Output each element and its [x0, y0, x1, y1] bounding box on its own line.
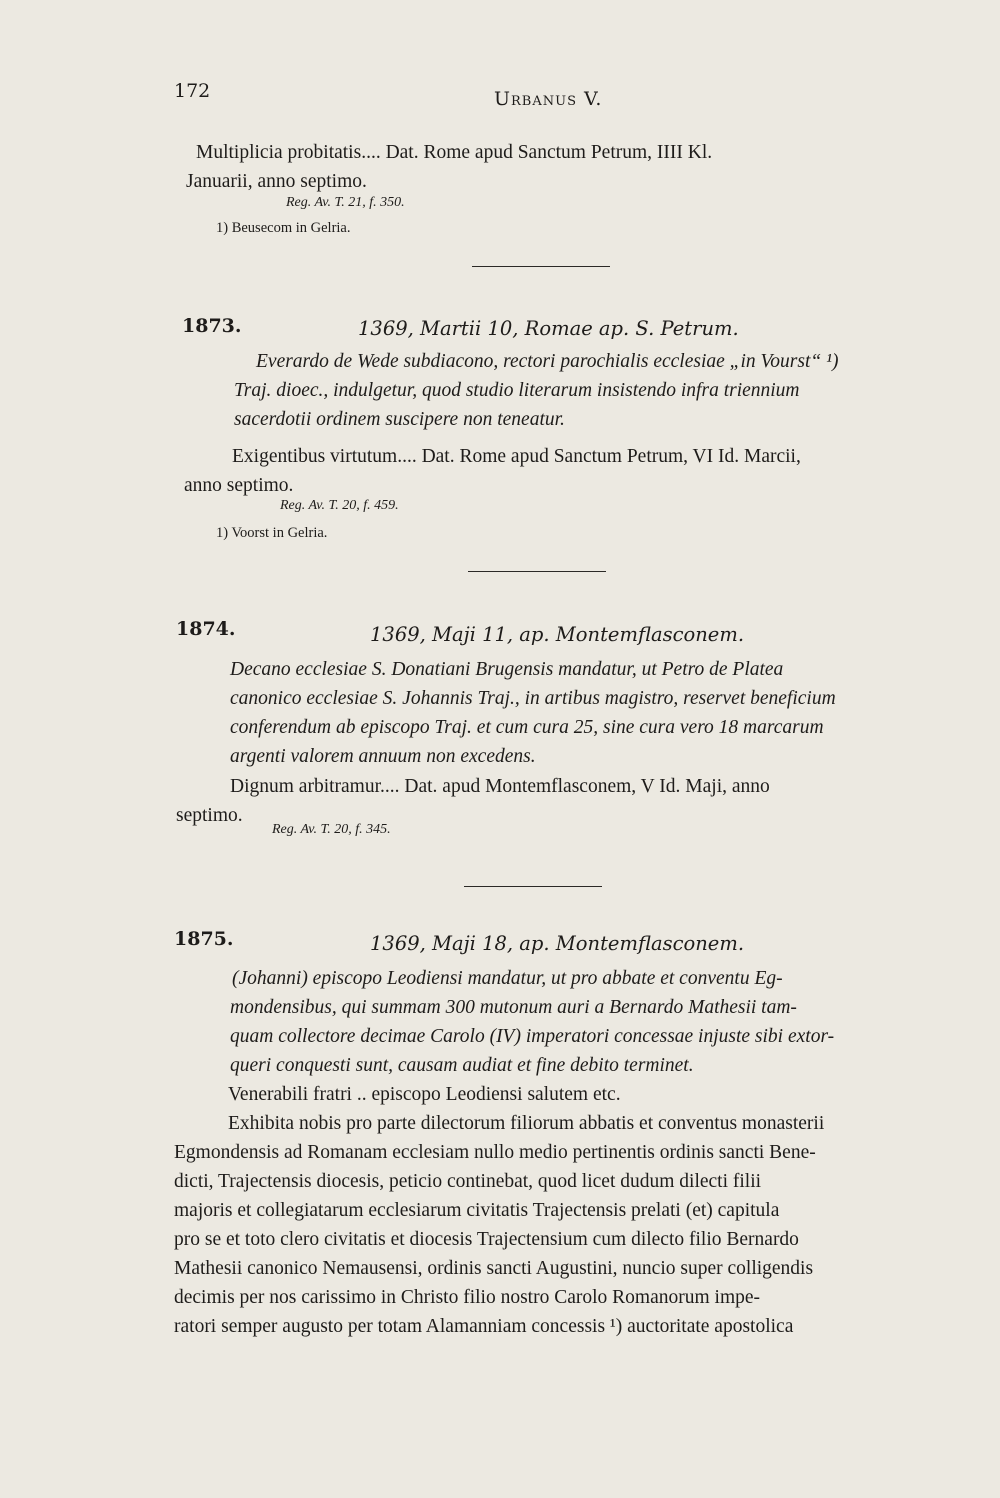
text-line: Egmondensis ad Romanam ecclesiam nullo medio pertinentis ordinis sancti Bene- [174, 1142, 816, 1163]
summary-line: Everardo de Wede subdiacono, rectori parochialis ecclesiae „in Vourst“ ¹) [256, 351, 839, 372]
text-line: Mathesii canonico Nemausensi, ordinis sancti Augustini, nuncio super colligendis [174, 1258, 814, 1279]
separator-rule [464, 886, 602, 887]
summary-line: argenti valorem annuum non excedens. [230, 746, 536, 767]
intro-line-1: Multiplicia probitatis.... Dat. Rome apud Sanctum Petrum, IIII Kl. [196, 142, 713, 163]
entry-summary [230, 964, 894, 1080]
separator-rule [472, 266, 610, 267]
summary-line: sacerdotii ordinem suscipere non teneatur. [234, 409, 565, 430]
intro-line-2: Januarii, anno septimo. [186, 171, 367, 192]
entry-register-ref: Reg. Av. T. 20, f. 459. [280, 498, 399, 513]
entry-footnote: 1) Voorst in Gelria. [216, 525, 328, 541]
summary-line: mondensibus, qui summam 300 mutonum auri a Bernardo Mathesii tam- [230, 997, 797, 1018]
text-line: anno septimo. [184, 475, 294, 496]
separator-rule [468, 571, 606, 572]
entry-heading: 1369, Maji 11, ap. Montemflasconem. [370, 623, 745, 646]
text-line: Exhibita nobis pro parte dilectorum filiorum abbatis et conventus monasterii [228, 1113, 825, 1134]
summary-line: quam collectore decimae Carolo (IV) imperatori concessae injuste sibi extor- [230, 1026, 835, 1047]
running-head: Urbanus V. [494, 88, 603, 110]
text-line: Dignum arbitramur.... Dat. apud Montemflasconem, V Id. Maji, anno [230, 776, 770, 797]
text-line: majoris et collegiatarum ecclesiarum civitatis Trajectensis prelati (et) capitula [174, 1200, 780, 1221]
entry-text [174, 1080, 894, 1341]
text-line: Exigentibus virtutum.... Dat. Rome apud Sanctum Petrum, VI Id. Marcii, [232, 446, 801, 467]
summary-line: Traj. dioec., indulgetur, quod studio literarum insistendo infra triennium [234, 380, 800, 401]
summary-line: conferendum ab episcopo Traj. et cum cura 25, sine cura vero 18 marcarum [230, 717, 824, 738]
entry-register-ref: Reg. Av. T. 20, f. 345. [272, 822, 391, 837]
summary-line: canonico ecclesiae S. Johannis Traj., in artibus magistro, reservet beneficium [230, 688, 836, 709]
text-line: septimo. [176, 805, 243, 826]
page-number: 172 [174, 80, 211, 102]
intro-register-ref: Reg. Av. T. 21, f. 350. [286, 195, 405, 210]
text-line: pro se et toto clero civitatis et diocesis Trajectensium cum dilecto filio Bernardo [174, 1229, 799, 1250]
intro-paragraph [186, 138, 904, 196]
summary-line: Decano ecclesiae S. Donatiani Brugensis mandatur, ut Petro de Platea [230, 659, 784, 680]
summary-line: queri conquesti sunt, causam audiat et fine debito terminet. [230, 1055, 694, 1076]
entry-summary [230, 655, 896, 771]
entry-heading: 1369, Maji 18, ap. Montemflasconem. [370, 932, 745, 955]
intro-footnote: 1) Beusecom in Gelria. [216, 220, 351, 236]
entry-text [184, 442, 896, 500]
entry-number: 1873. [182, 315, 242, 337]
text-line: decimis per nos carissimo in Christo filio nostro Carolo Romanorum impe- [174, 1287, 761, 1308]
entry-number: 1875. [174, 928, 234, 950]
text-line: Venerabili fratri .. episcopo Leodiensi salutem etc. [228, 1084, 621, 1105]
summary-line: (Johanni) episcopo Leodiensi mandatur, ut pro abbate et conventu Eg- [232, 968, 783, 989]
text-line: dicti, Trajectensis diocesis, peticio continebat, quod licet dudum dilecti filii [174, 1171, 762, 1192]
text-line: ratori semper augusto per totam Alamanniam concessis ¹) auctoritate apostolica [174, 1316, 794, 1337]
entry-number: 1874. [176, 618, 236, 640]
entry-summary [234, 347, 906, 434]
entry-heading: 1369, Martii 10, Romae ap. S. Petrum. [358, 317, 739, 340]
